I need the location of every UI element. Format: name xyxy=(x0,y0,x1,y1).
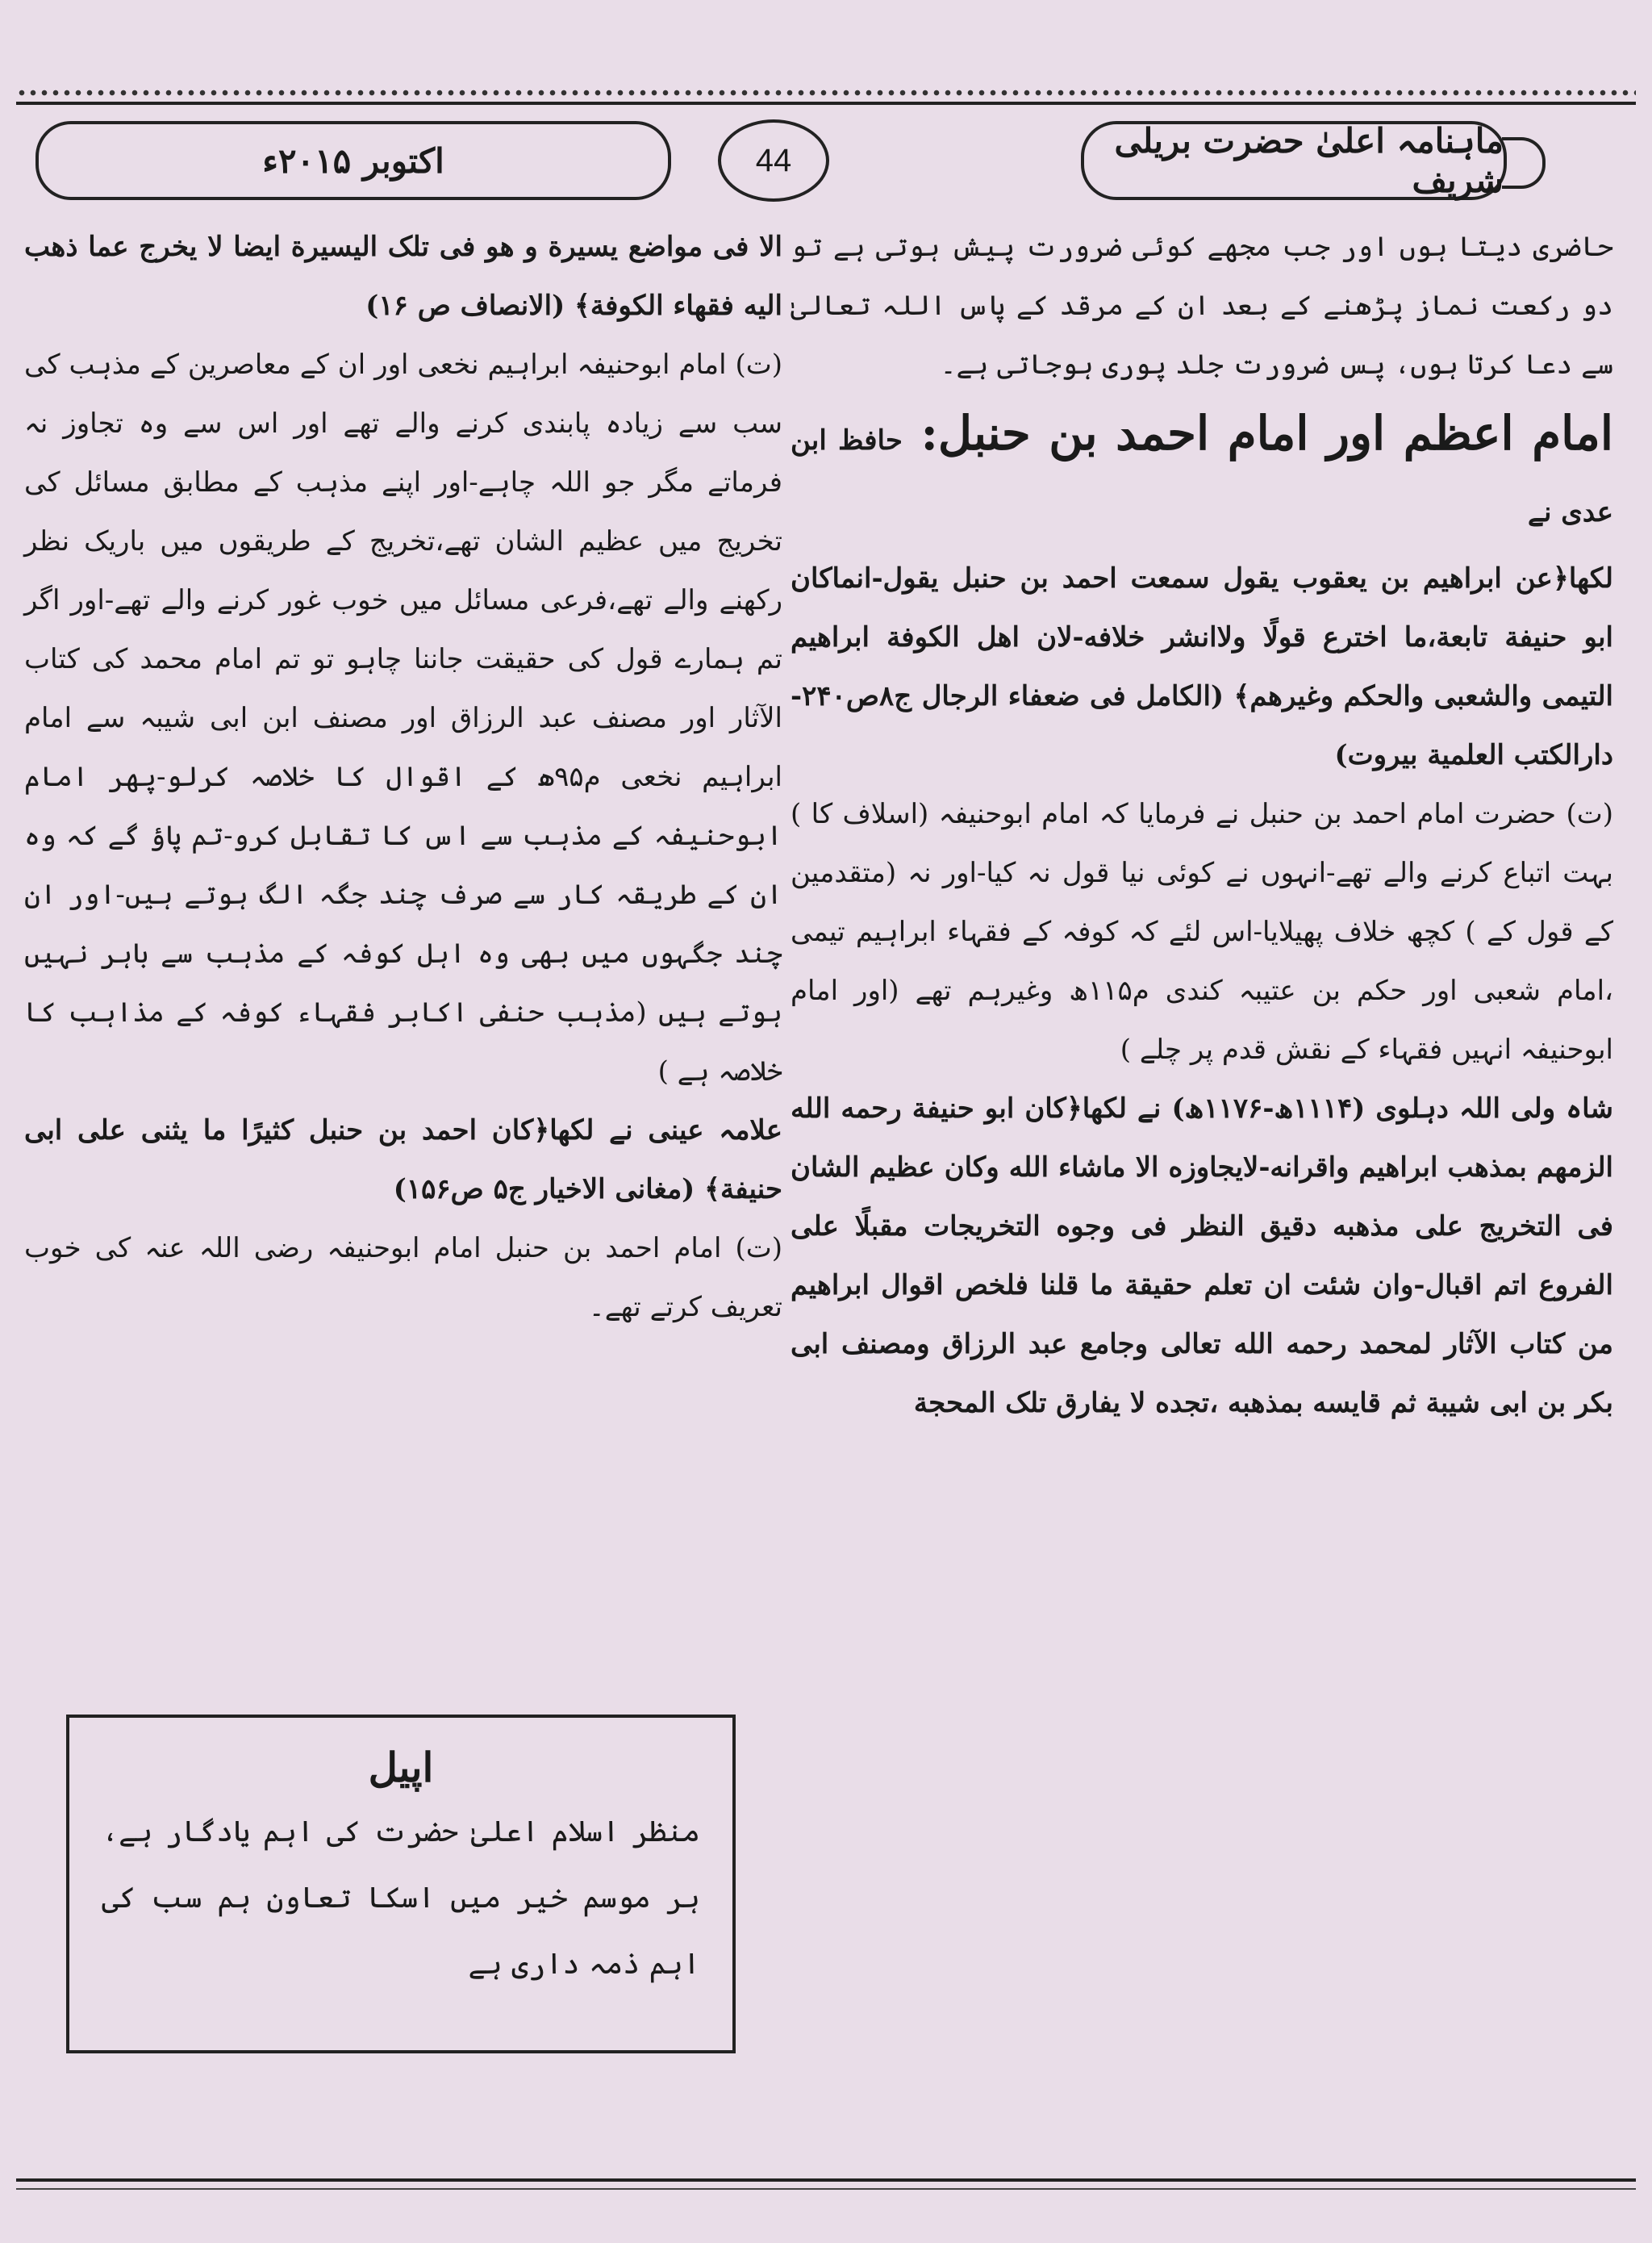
section-heading-tail: حافظ ابن عدی نے xyxy=(791,424,1613,528)
appeal-title: اپیل xyxy=(368,1744,434,1791)
footer-rule xyxy=(16,2178,1636,2182)
footer-rule-thin xyxy=(16,2188,1636,2190)
left-column xyxy=(24,218,782,1337)
section-heading-title: امام اعظم اور امام احمد بن حنبل: xyxy=(920,406,1613,461)
arabic-quote-aini: علامہ عینی نے لکھا﴿کان احمد بن حنبل کثیرًا ما یثنی علی ابی حنیفة﴾ (مغانی الاخیار ج۵ ص۱۵۶) xyxy=(24,1114,782,1205)
right-column xyxy=(791,218,1613,1433)
section-heading xyxy=(791,401,1613,545)
appeal-body: منظر اسلام اعلیٰ حضرت کی اہم یادگار ہے، ہر موسم خیر میں اسکا تعاون ہم سب کی اہم ذمہ داری ہے xyxy=(102,1815,700,1981)
arabic-quote-shah-waliullah: شاہ ولی اللہ دہلوی (۱۱۱۴ھ-۱۱۷۶ھ) نے لکھا﴿کان ابو حنیفة رحمه الله الزمھم بمذھب ابراھیم واقرانه-لایجاوزه الا ماشاء الله وکان عظیم الشان فی التخریج علی مذھبه دقیق النظر فی وجوه التخریجات مقبلًا علی الفروع اتم اقبال-وان شئت ان تعلم حقیقة ما قلنا فلخص اقوال ابراھیم من کتاب الآثار لمحمد رحمه الله تعالی وجامع عبد الرزاق ومصنف ابی بکر بن ابی شیبة ثم قایسه بمذھبه ،تجده لا یفارق تلک المحجة xyxy=(791,1092,1613,1419)
page-number: 44 xyxy=(755,142,792,178)
arabic-quote-continuation: الا فی مواضع یسیرة و ھو فی تلک الیسیرة ایضا لا یخرج عما ذھب الیه فقھاء الکوفة﴾ (الانصاف ص ۱۶) xyxy=(24,231,782,322)
magazine-title-box xyxy=(1081,121,1507,200)
page-number-oval xyxy=(718,119,829,202)
translation-paragraph-2: (ت) امام ابوحنیفہ ابراہیم نخعی اور ان کے معاصرین کے مذہب کی سب سے زیادہ پابندی کرنے والے تھے اور اس سے وہ تجاوز نہ فرماتے مگر جو اللہ چاہے-اور اپنے مذہب کے مطابق مسائل کی تخریج میں عظیم الشان تھے،تخریج کے طریقوں میں باریک نظر رکھنے والے تھے،فرعی مسائل میں خوب غور کرنے والے تھے-اور اگر تم ہمارے قول کی حقیقت جاننا چاہو تو تم امام محمد کی کتاب الآثار اور مصنف عبد الرزاق اور مصنف ابن ابی شیبہ سے امام ابراہیم نخعی م۹۵ھ کے اقوال کا خلاصہ کرلو-پھر امام ابوحنیفہ کے مذہب سے اس کا تقابل کرو-تم پاؤ گے کہ وہ ان کے طریقہ کار سے صرف چند جگہ الگ ہوتے ہیں-اور ان چند جگہوں میں بھی وہ اہل کوفہ کے مذہب سے باہر نہیں ہوتے ہیں (مذہب حنفی اکابر فقہاء کوفہ کے مذاہب کا خلاصہ ہے ) xyxy=(24,349,782,1088)
issue-date-box xyxy=(35,121,671,200)
header-rule xyxy=(16,102,1636,105)
intro-paragraph: حاضری دیتا ہوں اور جب مجھے کوئی ضرورت پیش ہوتی ہے تو دو رکعت نماز پڑھنے کے بعد ان کے مرقد کے پاس اللہ تعالیٰ سے دعا کرتا ہوں، پس ضرورت جلد پوری ہوجاتی ہے۔ xyxy=(791,231,1613,381)
arabic-quote-ibn-adi: لکھا﴿عن ابراھیم بن یعقوب یقول سمعت احمد بن حنبل یقول-انماکان ابو حنیفة تابعة،ما اخترع قولًا ولاانشر خلافه-لان اھل الکوفة ابراھیم التیمی والشعبی والحکم وغیرھم﴾ (الکامل فی ضعفاء الرجال ج۸ص۲۴۰-دارالکتب العلمیة بیروت) xyxy=(791,562,1613,771)
translation-paragraph-1: (ت) حضرت امام احمد بن حنبل نے فرمایا کہ امام ابوحنیفہ (اسلاف کا ) بہت اتباع کرنے والے تھے-انہوں نے کوئی نیا قول نہ کیا-اور نہ (متقدمین کے قول کے ) کچھ خلاف پھیلایا-اس لئے کہ کوفہ کے فقہاء ابراہیم تیمی ،امام شعبی اور حکم بن عتیبہ کندی م۱۱۵ھ وغیرہم تھے (اور امام ابوحنیفہ انہیں فقہاء کے نقش قدم پر چلے ) xyxy=(791,798,1614,1066)
issue-date: اکتوبر ۲۰۱۵ء xyxy=(262,140,444,181)
title-box-cap xyxy=(1502,137,1546,189)
translation-paragraph-3: (ت) امام احمد بن حنبل امام ابوحنیفہ رضی اللہ عنہ کی خوب تعریف کرتے تھے۔ xyxy=(24,1232,782,1323)
appeal-box xyxy=(66,1715,736,2053)
magazine-title: ماہنامہ اعلیٰ حضرت بریلی شریف xyxy=(1114,121,1504,200)
header-ornament-top xyxy=(16,87,1636,98)
